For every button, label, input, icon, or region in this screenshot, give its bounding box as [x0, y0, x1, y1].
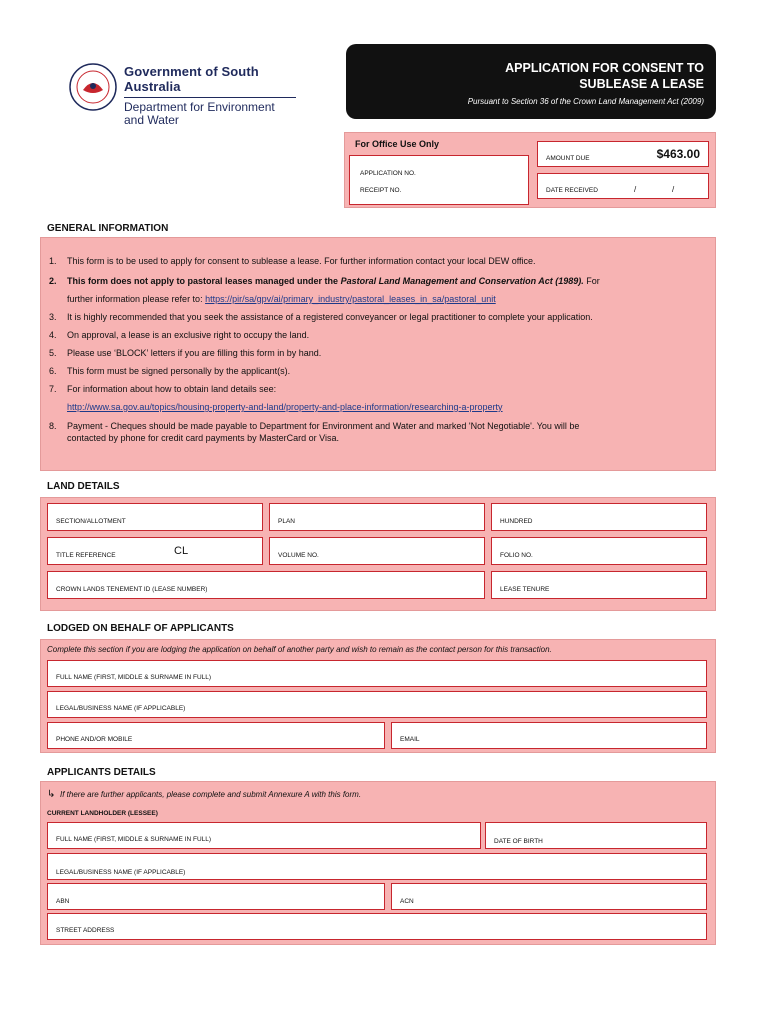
applicant-full-name-field[interactable]: FULL NAME (FIRST, MIDDLE & SURNAME IN FULL) — [47, 822, 481, 849]
applicant-legal-name-field[interactable]: LEGAL/BUSINESS NAME (IF APPLICABLE) — [47, 853, 707, 880]
application-no-label: APPLICATION NO. — [360, 170, 416, 177]
form-subtitle: Pursuant to Section 36 of the Crown Land Management Act (2009) — [467, 97, 704, 106]
office-use-label: For Office Use Only — [355, 139, 440, 149]
pastoral-unit-link[interactable]: https://pir/sa/gpv/ai/primary_industry/pastoral_leases_in_sa/pastoral_unit — [205, 294, 496, 304]
date-received-label: DATE RECEIVED — [546, 187, 598, 194]
lodger-legal-name-field[interactable]: LEGAL/BUSINESS NAME (IF APPLICABLE) — [47, 691, 707, 718]
land-details-heading: LAND DETAILS — [47, 481, 120, 492]
info-item-2: 2. This form does not apply to pastoral leases managed under the Pastoral Land Management and Conservation Act (1989). For — [49, 276, 600, 286]
lodged-on-behalf-panel — [40, 639, 716, 753]
lodger-phone-field[interactable]: PHONE AND/OR MOBILE — [47, 722, 385, 749]
office-application-field[interactable] — [349, 155, 529, 205]
acn-field[interactable]: ACN — [391, 883, 707, 910]
lodged-note: Complete this section if you are lodging the application on behalf of another party and wish to remain as the contact person for this transaction. — [47, 645, 552, 654]
info-item-7: 7. For information about how to obtain land details see: — [49, 384, 277, 394]
land-details-panel — [40, 497, 716, 611]
government-logo — [68, 62, 308, 127]
department-line-2: and Water — [124, 113, 179, 127]
info-item-8: 8. Payment - Cheques should be made payable to Department for Environment and Water and marked 'Not Negotiable'. You will be — [49, 421, 580, 431]
amount-due-field[interactable] — [537, 141, 709, 167]
date-received-field[interactable] — [537, 173, 709, 199]
lodged-on-behalf-heading: LODGED ON BEHALF OF APPLICANTS — [47, 623, 234, 634]
lease-tenure-field[interactable]: LEASE TENURE — [491, 571, 707, 599]
section-allotment-field[interactable]: SECTION/ALLOTMENT — [47, 503, 263, 531]
applicants-details-heading: APPLICANTS DETAILS — [47, 767, 156, 778]
south-australia-seal-icon — [68, 62, 118, 112]
info-item-3: 3. It is highly recommended that you seek the assistance of a registered conveyancer or legal practitioner to complete your application. — [49, 312, 593, 322]
plan-field[interactable]: PLAN — [269, 503, 485, 531]
info-item-1: 1. This form is to be used to apply for consent to sublease a lease. For further information contact your local DEW office. — [49, 256, 536, 266]
office-use-panel — [344, 132, 716, 208]
folio-no-field[interactable]: FOLIO NO. — [491, 537, 707, 565]
info-item-8-continued: contacted by phone for credit card payments by MasterCard or Visa. — [67, 433, 339, 443]
title-reference-value: CL — [174, 545, 189, 557]
info-item-5: 5. Please use ‘BLOCK’ letters if you are filling this form in by hand. — [49, 348, 322, 358]
volume-no-field[interactable]: VOLUME NO. — [269, 537, 485, 565]
general-information-heading: GENERAL INFORMATION — [47, 223, 169, 234]
applicants-details-panel — [40, 781, 716, 945]
amount-due-label: AMOUNT DUE — [546, 155, 590, 162]
government-name: Government of South Australia — [124, 64, 259, 94]
applicants-note: ↳ If there are further applicants, please complete and submit Annexure A with this form. — [47, 789, 362, 800]
form-title-line-1: APPLICATION FOR CONSENT TO — [505, 61, 704, 75]
amount-due-value: $463.00 — [656, 147, 700, 161]
form-title-box — [346, 44, 716, 119]
lodger-email-field[interactable]: EMAIL — [391, 722, 707, 749]
arrow-down-right-icon: ↳ — [47, 789, 56, 800]
date-separator: / — [672, 185, 675, 194]
date-of-birth-field[interactable]: DATE OF BIRTH — [485, 822, 707, 849]
info-item-2-continued: further information please refer to: https://pir/sa/gpv/ai/primary_industry/pastoral_leases_in_sa/pastoral_unit — [67, 294, 496, 304]
date-separator: / — [634, 185, 637, 194]
hundred-field[interactable]: HUNDRED — [491, 503, 707, 531]
street-address-field[interactable]: STREET ADDRESS — [47, 913, 707, 940]
tenement-id-field[interactable]: CROWN LANDS TENEMENT ID (LEASE NUMBER) — [47, 571, 485, 599]
form-title-line-2: SUBLEASE A LEASE — [579, 77, 704, 91]
receipt-no-label: RECEIPT NO. — [360, 187, 402, 194]
abn-field[interactable]: ABN — [47, 883, 385, 910]
info-item-4: 4. On approval, a lease is an exclusive right to occupy the land. — [49, 330, 310, 340]
current-landholder-label: CURRENT LANDHOLDER (LESSEE) — [47, 810, 158, 817]
title-reference-field[interactable]: TITLE REFERENCE CL — [47, 537, 263, 565]
info-item-6: 6. This form must be signed personally by the applicant(s). — [49, 366, 291, 376]
logo-divider — [124, 97, 296, 98]
general-information-panel — [40, 237, 716, 471]
researching-property-link[interactable]: http://www.sa.gov.au/topics/housing-property-and-land/property-and-place-information/researching-a-property — [67, 402, 503, 412]
department-line-1: Department for Environment — [124, 100, 275, 114]
info-item-7-link-row — [67, 402, 503, 413]
lodger-full-name-field[interactable]: FULL NAME (FIRST, MIDDLE & SURNAME IN FULL) — [47, 660, 707, 687]
